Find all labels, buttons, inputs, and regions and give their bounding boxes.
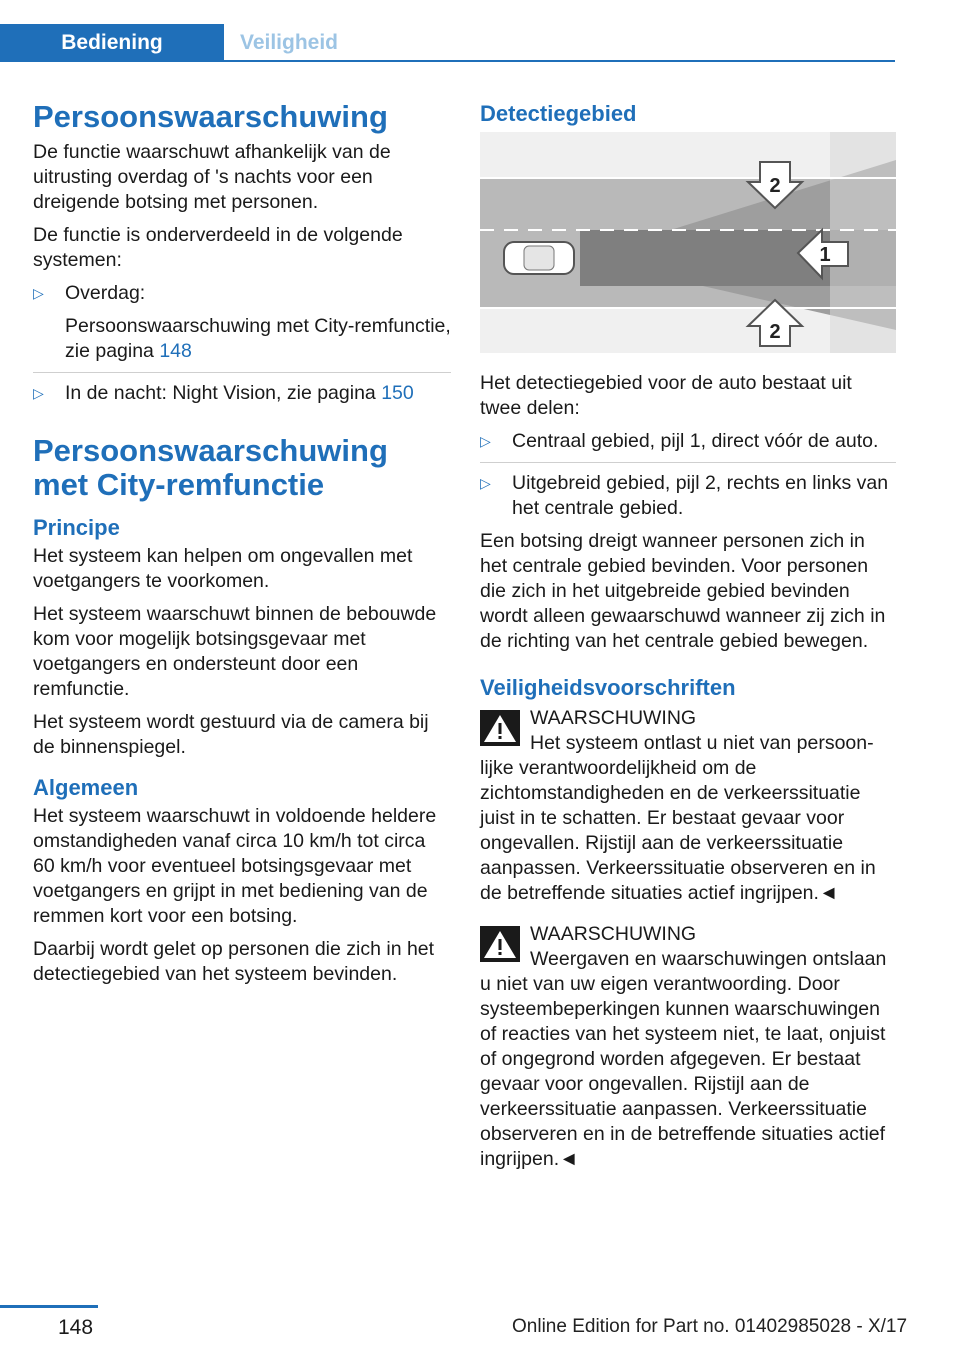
right-column (480, 100, 896, 1180)
section-title-persoonswaarschuwing: Persoonswaarschuwing (33, 99, 388, 134)
paragraph: Het systeem kan helpen om ongevallen met voetgangers te voorkomen. (33, 545, 413, 592)
list-item-text: In de nacht: Night Vision, zie pagina (65, 382, 376, 404)
page-link-150[interactable]: 150 (381, 382, 414, 404)
list-item-text: Centraal gebied, pijl 1, direct vóór de auto. (512, 430, 879, 452)
divider (480, 462, 896, 463)
warning-text: u niet van uw eigen verantwoording. Door systeembeperkingen kunnen waarschuwingen of reacties van het systeem niet, te laat, onjuist of ongegrond worden afgegeven. Er bestaat gevaar voor ongevallen. Rijstijl aan de verkeerssituatie aanpassen. Verkeerssituatie observeren en in de betreffende situaties actief ingrijpen.◄ (480, 973, 886, 1170)
page-link-148[interactable]: 148 (159, 340, 192, 362)
section-title-city-remfunctie: Persoonswaarschuwing met City-remfunctie (33, 433, 388, 502)
subsection-title-veiligheidsvoorschriften: Veiligheidsvoorschriften (480, 675, 736, 700)
divider (33, 372, 451, 373)
subsection-title-algemeen: Algemeen (33, 775, 139, 800)
triangle-bullet-icon: ▷ (33, 385, 44, 401)
page-number: 148 (58, 1316, 94, 1339)
tab-veiligheid[interactable]: Veiligheid (239, 30, 339, 54)
warning-triangle-icon (480, 926, 520, 962)
list-item-text: Uitgebreid gebied, pijl 2, rechts en links van het centrale gebied. (512, 472, 889, 519)
paragraph: Het systeem wordt gestuurd via de camera bij de binnenspiegel. (33, 711, 429, 758)
triangle-bullet-icon: ▷ (480, 475, 491, 491)
paragraph: Het systeem waarschuwt binnen de bebouwde kom voor mogelijk botsingsgevaar met voetgangers en ondersteunt door een remfunctie. (33, 603, 437, 700)
systems-list (33, 281, 451, 406)
paragraph: Het systeem waarschuwt in voldoende heldere omstandigheden vanaf circa 10 km/h tot circa 60 km/h voor eventueel botsingsgevaar met voetgangers en grijpt in met bediening van de remmen kort voor een botsing. (33, 805, 437, 927)
warning-text-first-line: Weergaven en waarschuwingen ontslaan (530, 948, 887, 970)
detection-diagram (480, 132, 896, 353)
warning-triangle-icon (480, 710, 520, 746)
paragraph: De functie is onderverdeeld in de volgende systemen: (33, 224, 403, 271)
warning-title: WAARSCHUWING (530, 707, 697, 729)
list-item (33, 381, 451, 406)
list-item (33, 281, 451, 364)
warning-block (480, 706, 896, 906)
list-item (480, 471, 896, 521)
header-divider (0, 60, 895, 62)
list-item (480, 429, 896, 454)
footer-divider (0, 1305, 98, 1308)
triangle-bullet-icon: ▷ (480, 433, 491, 449)
detection-area-illustration (480, 132, 896, 353)
arrow-top-label: 2 (769, 175, 781, 197)
paragraph: Het detectiegebied voor de auto bestaat uit twee delen: (480, 372, 852, 419)
arrow-center-label: 1 (819, 244, 831, 266)
arrow-bottom-label: 2 (769, 321, 781, 343)
paragraph: Daarbij wordt gelet op personen die zich in het detectiegebied van het systeem bevinden. (33, 938, 435, 985)
detection-list (480, 429, 896, 521)
page-header (0, 0, 960, 62)
tab-bediening[interactable]: Bediening (0, 24, 224, 61)
list-item-title: Overdag: (65, 282, 146, 304)
subsection-title-principe: Principe (33, 515, 120, 540)
paragraph: De functie waarschuwt afhankelijk van de uitrusting overdag of 's nachts voor een dreigende botsing met personen. (33, 141, 391, 213)
warning-text: lijke verantwoordelijkheid om de zichtomstandigheden en de verkeerssituatie juist in te schatten. Er bestaat gevaar voor ongevallen. Rijstijl aan de verkeerssituatie aanpassen. Verkeerssituatie observeren en in de betreffende situaties actief ingrijpen.◄ (480, 757, 876, 904)
car-icon (504, 242, 574, 274)
subsection-title-detectiegebied: Detectiegebied (480, 101, 637, 126)
list-item-text: Persoonswaarschuwing met City-remfunctie, zie pagina (65, 315, 451, 362)
left-column (33, 100, 451, 995)
triangle-bullet-icon: ▷ (33, 285, 44, 301)
warning-title: WAARSCHUWING (530, 923, 697, 945)
warning-block (480, 922, 896, 1172)
warning-text-first-line: Het systeem ontlast u niet van persoon- (530, 732, 874, 754)
paragraph: Een botsing dreigt wanneer personen zich in het centrale gebied bevinden. Voor personen die zich in het uitgebreide gebied bevinden wordt alleen gewaarschuwd wanneer zij zich in de richting van het centrale gebied bewegen. (480, 530, 886, 652)
edition-footer: Online Edition for Part no. 01402985028 - X/17 (512, 1316, 908, 1337)
